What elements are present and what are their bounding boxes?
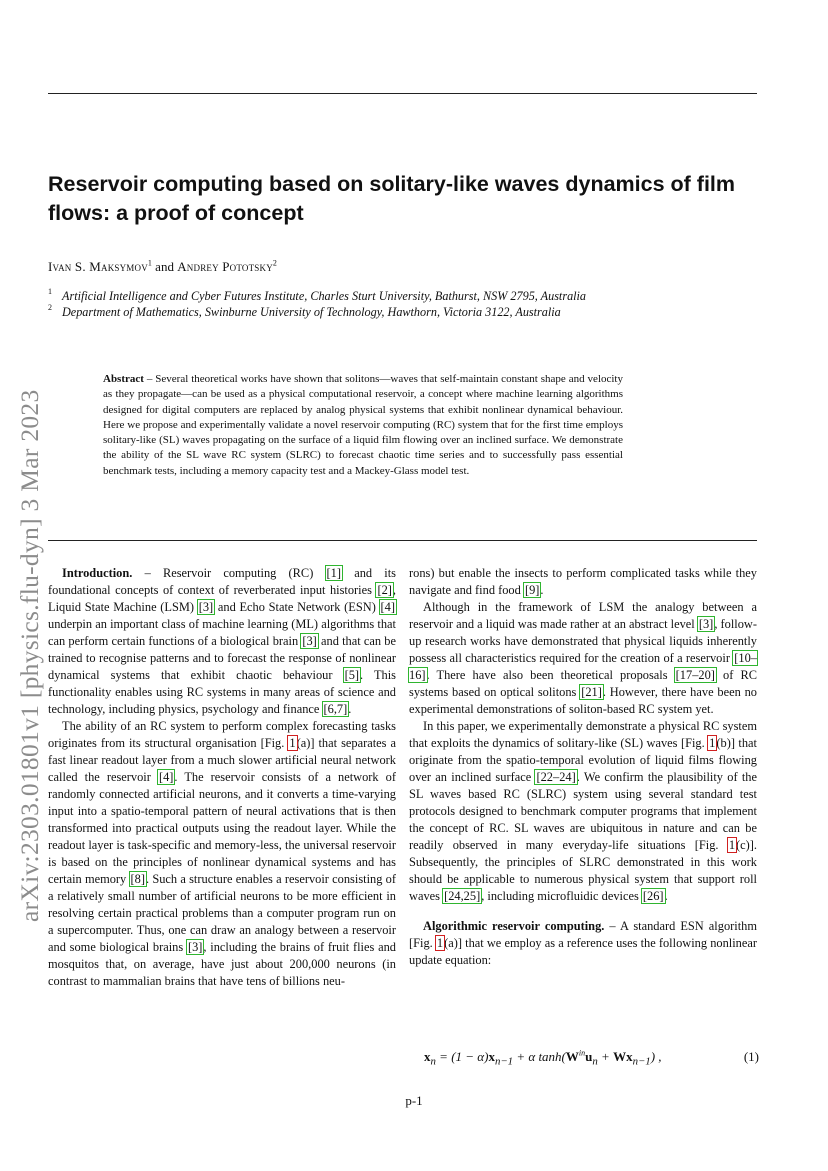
abstract-text: – Several theoretical works have shown that solitons—waves that self-maintain constant shape and velocity as they propagate—can be used as a physical computational reservoir, a concept where machine learning algorithms designed for digital computers are replaced by analog physical systems that exhibit nonlinear dynamical behaviour. Here we propose and experimentally validate a novel reservoir computing (RC) system that for the first time employs solitary-like (SL) waves propagating on the surface of a liquid film flowing over an inclined surface. We demonstrate the ability of the SL wave RC system (SLRC) to forecast chaotic time series and to successfully pass essential benchmark tests, including a memory capacity test and a Mackey-Glass model test.: [103, 373, 623, 477]
citation-link[interactable]: [26]: [642, 889, 664, 903]
affiliation: [48, 289, 586, 304]
citation-link[interactable]: [10–16]: [409, 651, 757, 682]
author-separator: and: [155, 259, 174, 274]
citation-link[interactable]: [17–20]: [675, 668, 715, 682]
paragraph: Introduction. – Reservoir computing (RC) [1] and its foundational concepts of context of reverberated input histories [2], Liquid State Machine (LSM) [3] and Echo State Network (ESN) [4] underpin an important class of machine learning (ML) algorithms that can perform certain functions of a biological brain [3] and that can be trained to recognise patterns and to forecast the response of nonlinear dynamical systems that exhibit chaotic behaviour [5]. This functionality enables using RC systems in many areas of science and technology, including physics, psychology and finance [6,7].: [48, 566, 397, 716]
citation-link[interactable]: [3]: [698, 617, 714, 631]
arxiv-stamp: arXiv:2303.01801v1 [physics.flu-dyn] 3 Mar 2023: [15, 389, 44, 922]
author-affiliation-mark: 1: [147, 258, 152, 268]
citation-link[interactable]: [2]: [377, 583, 392, 597]
citation-link[interactable]: [1]: [326, 566, 341, 580]
citation-link[interactable]: [6,7]: [323, 702, 348, 716]
section-heading: Algorithmic reservoir computing.: [423, 919, 605, 933]
citation-link[interactable]: [3]: [187, 940, 203, 954]
paragraph: The ability of an RC system to perform complex forecasting tasks originates from its structural organisation [Fig. 1(a)] that separates a fast linear readout layer from a much slower artificial neural network called the reservoir [4]. The reservoir consists of a network of randomly connected artificial neurons, and it converts a time-varying input into a spatio-temporal pattern of neural activations that is then transformed into practical outputs using the readout layer. While the readout layer is task-specific and memory-less, the universal reservoir is based on the principles of nonlinear dynamical systems and has certain memory [8]. Such a structure enables a reservoir consisting of a relatively small number of artificial neurons to be more efficient in resolving certain practical problems than a computer program run on a supercomputer. Thus, one can draw an analogy between a reservoir and some biological brains [3], including the brains of fruit flies and mosquitos that, on average, have just about 200,000 neurons (in contrast to mammalian brains that have tens of billions neu-: [48, 719, 397, 988]
figure-link[interactable]: 1: [436, 936, 444, 950]
abstract-rule: [48, 540, 757, 541]
author-name: Andrey Pototsky: [177, 259, 273, 274]
author-name: Ivan S. Maksymov: [48, 259, 148, 274]
citation-link[interactable]: [4]: [380, 600, 395, 614]
citation-link[interactable]: [3]: [198, 600, 214, 614]
affiliation-text: Department of Mathematics, Swinburne University of Technology, Hawthorn, Victoria 3122, Australia: [62, 305, 561, 319]
right-column: [409, 565, 757, 969]
section-heading: Introduction.: [62, 566, 133, 580]
citation-link[interactable]: [9]: [524, 583, 540, 597]
citation-link[interactable]: [21]: [581, 685, 602, 699]
left-column: [48, 565, 396, 990]
figure-link[interactable]: 1: [289, 736, 296, 750]
citation-link[interactable]: [8]: [130, 872, 145, 886]
affiliation: [48, 305, 561, 320]
citation-link[interactable]: [24,25]: [444, 889, 481, 903]
author-list: [48, 259, 277, 275]
paragraph: rons) but enable the insects to perform complicated tasks while they navigate and find food [9].: [409, 566, 757, 597]
equation-number: (1): [743, 1049, 759, 1064]
page-number: p-1: [405, 1093, 423, 1108]
citation-link[interactable]: [5]: [344, 668, 360, 682]
paragraph: Although in the framework of LSM the analogy between a reservoir and a liquid was made rather at an abstract level [3], follow-up research works have demonstrated that physical liquids inherently possess all characteristics required for the creation of a reservoir [10–16]. There have also been theoretical proposals [17–20] of RC systems based on optical solitons [21]. However, there have been no experimental demonstrations of soliton-based RC system yet.: [409, 600, 758, 716]
paragraph: Algorithmic reservoir computing. – A standard ESN algorithm [Fig. 1(a)] that we employ as a reference uses the following nonlinear update equation:: [409, 919, 757, 967]
abstract: [103, 372, 623, 479]
figure-link[interactable]: 1: [728, 838, 736, 852]
top-rule: [48, 93, 757, 94]
citation-link[interactable]: [4]: [158, 770, 174, 784]
paragraph: In this paper, we experimentally demonstrate a physical RC system that exploits the dynamics of solitary-like (SL) waves [Fig. 1(b)] that originate from the spatio-temporal evolution of liquid films flowing over an inclined surface [22–24]. We confirm the plausibility of the SL waves based RC (SLRC) system using several standard test protocols designed to benchmark computer programs that implement the concept of RC. SL waves are ubiquitous in nature and can be readily observed in many everyday-life situations [Fig. 1(c)]. Subsequently, the principles of SLRC demonstrated in this work should be applicable to numerous physical system that support roll waves [24,25], including microfluidic devices [26].: [409, 719, 757, 903]
affiliation-text: Artificial Intelligence and Cyber Futures Institute, Charles Sturt University, Bathurst, NSW 2795, Australia: [62, 289, 587, 303]
affiliation-number: 2: [48, 303, 52, 312]
citation-link[interactable]: [3]: [302, 634, 317, 648]
paper-title: Reservoir computing based on solitary-like waves dynamics of film flows: a proof of concept: [48, 172, 736, 225]
citation-link[interactable]: [22–24]: [536, 770, 576, 784]
figure-link[interactable]: 1: [709, 736, 716, 750]
equation: $x_n = (1 - \alpha)x_{n-1} + \alpha$ $\tanh(W^{in}u_n + Wx_{n-1})$ , (1): [424, 1048, 759, 1068]
abstract-label: Abstract: [103, 373, 144, 385]
affiliation-number: 1: [48, 287, 52, 296]
author-affiliation-mark: 2: [272, 258, 277, 268]
